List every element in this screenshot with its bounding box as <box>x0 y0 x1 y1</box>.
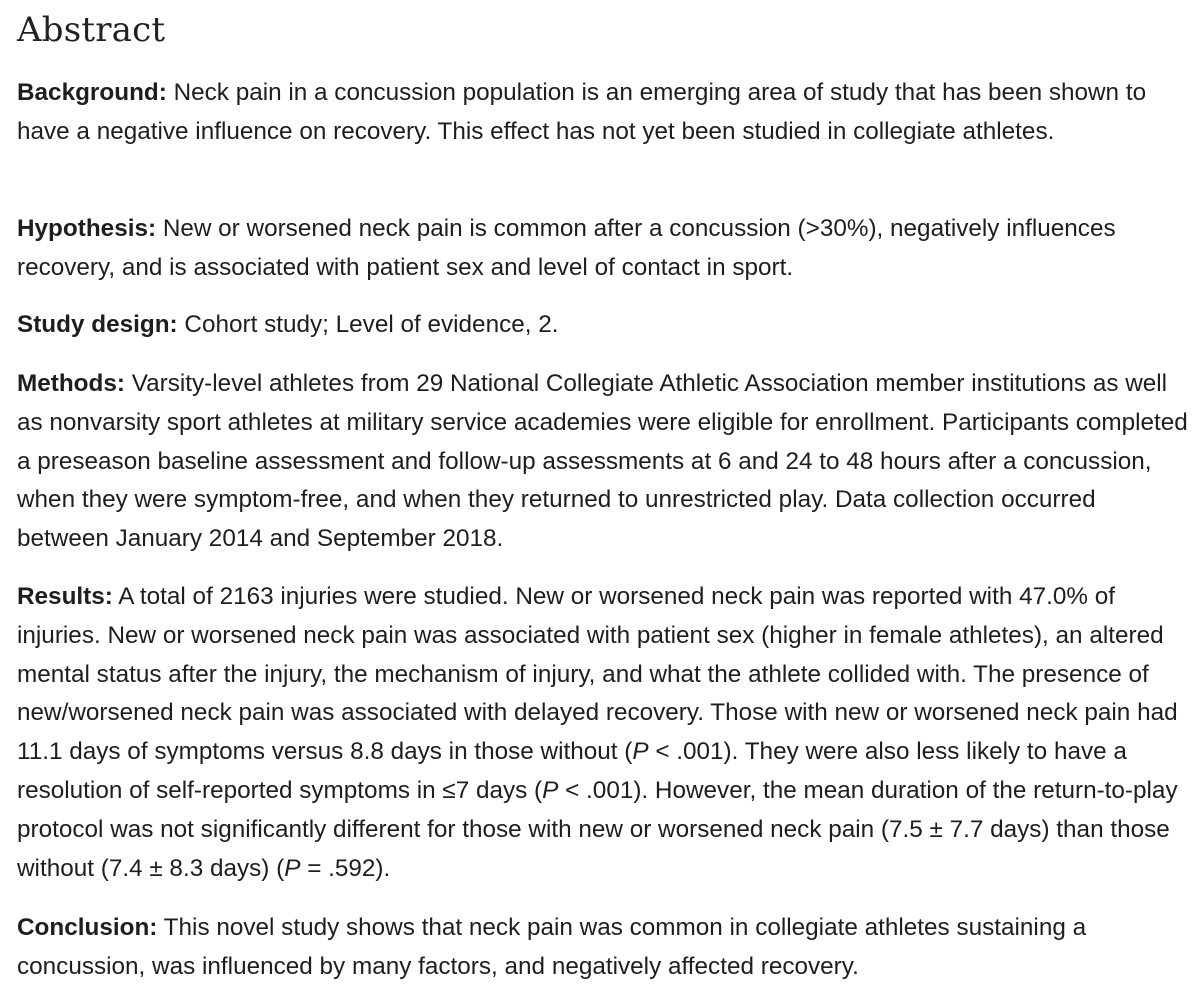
methods-text: Varsity-level athletes from 29 National Collegiate Athletic Association member institutions as well as nonvarsity sport athletes at military service academies were eligible for enrollment. Participants completed a preseason baseline assessment and follow-up assessments at 6 and 24 to 48 hours after a concussion, when they were symptom-free, and when they returned to unrestricted play. Data collection occurred between January 2014 and September 2018. <box>17 370 1188 553</box>
p-value-symbol: P <box>284 854 301 882</box>
background-paragraph <box>17 74 1189 152</box>
results-paragraph <box>17 578 1189 888</box>
background-label: Background: <box>17 79 167 106</box>
conclusion-label: Conclusion: <box>17 914 158 941</box>
hypothesis-text: New or worsened neck pain is common after a concussion (>30%), negatively influences recovery, and is associated with patient sex and level of contact in sport. <box>17 215 1116 281</box>
methods-paragraph <box>17 365 1189 559</box>
study-design-text: Cohort study; Level of evidence, 2. <box>177 311 559 338</box>
hypothesis-paragraph <box>17 210 1189 288</box>
study-design-label: Study design: <box>17 311 178 338</box>
results-text-3: < .001). However, the mean duration of the return-to-play protocol was not significantly different for those with new or worsened neck pain (7.5 ± 7.7 days) than those without (7.4 ± 8.3 days) ( <box>17 776 1178 882</box>
methods-label: Methods: <box>17 370 125 397</box>
results-text-1: A total of 2163 injuries were studied. New or worsened neck pain was reported with 47.0% of injuries. New or worsened neck pain was associated with patient sex (higher in female athletes), an altered mental status after the injury, the mechanism of injury, and what the athlete collided with. The presence of new/worsened neck pain was associated with delayed recovery. Those with new or worsened neck pain had 11.1 days of symptoms versus 8.8 days in those without ( <box>17 583 1178 766</box>
conclusion-text: This novel study shows that neck pain was common in collegiate athletes sustaining a concussion, was influenced by many factors, and negatively affected recovery. <box>17 914 1087 980</box>
background-text: Neck pain in a concussion population is an emerging area of study that has been shown to have a negative influence on recovery. This effect has not yet been studied in collegiate athletes. <box>17 79 1147 145</box>
study-design-paragraph <box>17 306 1189 345</box>
results-text-2: < .001). They were also less likely to have a resolution of self-reported symptoms in ≤7 days ( <box>17 738 1127 804</box>
p-value-symbol: P <box>632 738 649 766</box>
p-value-symbol: P <box>542 776 559 804</box>
results-label: Results: <box>17 583 113 610</box>
abstract-title: Abstract <box>17 10 166 50</box>
conclusion-paragraph <box>17 909 1189 987</box>
hypothesis-label: Hypothesis: <box>17 215 157 242</box>
results-text-4: = .592). <box>300 854 391 882</box>
